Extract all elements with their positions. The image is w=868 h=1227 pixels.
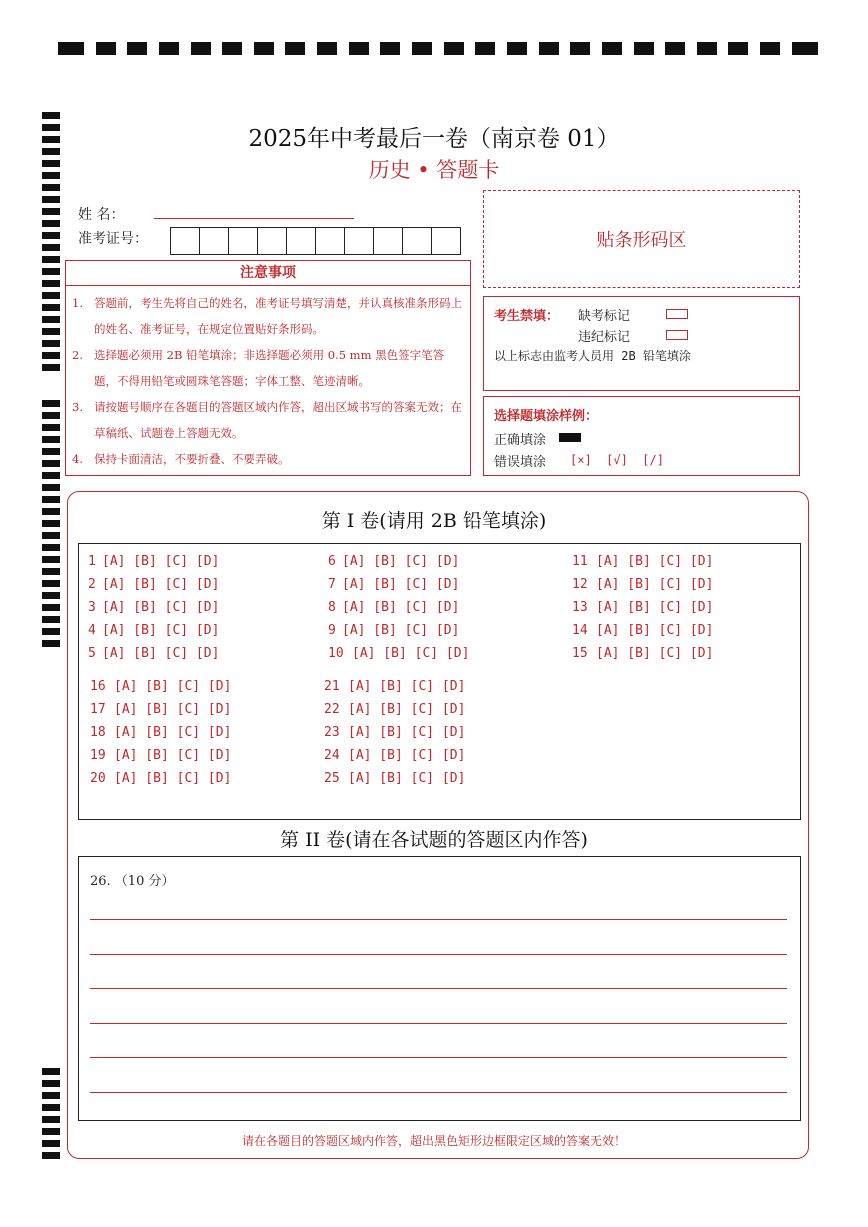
- exam-id-boxes[interactable]: [170, 227, 460, 255]
- notice-list: [66, 286, 470, 472]
- mc-question-number: 24: [324, 748, 340, 763]
- notice-item: [72, 394, 462, 446]
- notice-item: [72, 342, 462, 394]
- mc-question-number: 18: [90, 725, 106, 740]
- mc-question-number: 3: [88, 600, 96, 615]
- timing-mark: [42, 1080, 60, 1087]
- mc-question-number: 19: [90, 748, 106, 763]
- timing-mark: [42, 568, 60, 575]
- mc-question[interactable]: [324, 679, 465, 694]
- answer-line[interactable]: [90, 1057, 787, 1058]
- mc-options[interactable]: [A] [B] [C] [D]: [102, 623, 220, 638]
- name-label: 姓 名：: [78, 207, 125, 223]
- timing-mark: [42, 292, 60, 299]
- timing-mark: [42, 304, 60, 311]
- mc-options[interactable]: [A] [B] [C] [D]: [596, 623, 714, 638]
- timing-mark: [42, 1152, 60, 1159]
- name-field[interactable]: [154, 218, 354, 219]
- id-digit-box[interactable]: [257, 227, 287, 255]
- id-digit-box[interactable]: [228, 227, 258, 255]
- timing-mark: [42, 1092, 60, 1099]
- timing-mark: [42, 340, 60, 347]
- timing-mark: [42, 328, 60, 335]
- notice-item: [72, 446, 462, 472]
- mc-question-number: 10: [328, 646, 344, 661]
- mc-question[interactable]: [88, 646, 219, 661]
- mc-question-number: 9: [328, 623, 336, 638]
- mc-options[interactable]: [A] [B] [C] [D]: [102, 554, 220, 569]
- mc-options[interactable]: [A] [B] [C] [D]: [342, 554, 460, 569]
- mc-question-number: 23: [324, 725, 340, 740]
- timing-mark: [42, 196, 60, 203]
- mc-question[interactable]: [572, 623, 713, 638]
- id-digit-box[interactable]: [373, 227, 403, 255]
- notice-item-text: 选择题必须用 2B 铅笔填涂；非选择题必须用 0.5 mm 黑色签字笔答题，不得用铅笔或圆珠笔答题；字体工整、笔迹清晰。: [94, 348, 445, 388]
- notice-title: 注意事项: [66, 261, 470, 286]
- mc-question-number: 6: [328, 554, 336, 569]
- timing-mark: [42, 1068, 60, 1075]
- mc-question[interactable]: [324, 702, 465, 717]
- answer-line[interactable]: [90, 1023, 787, 1024]
- timing-mark: [42, 448, 60, 455]
- mc-question-number: 21: [324, 679, 340, 694]
- wrong-fill-marks: [×] [√] [/]: [570, 453, 664, 467]
- mc-question-number: 7: [328, 577, 336, 592]
- mc-question[interactable]: [328, 623, 459, 638]
- proctor-note: 以上标志由监考人员用 2B 铅笔填涂: [494, 349, 691, 363]
- mc-question[interactable]: [324, 748, 465, 763]
- mc-question[interactable]: [324, 771, 465, 786]
- fill-sample-box: [483, 396, 800, 476]
- timing-mark: [42, 556, 60, 563]
- timing-mark: [42, 472, 60, 479]
- timing-mark: [42, 1116, 60, 1123]
- mc-options[interactable]: [A] [B] [C] [D]: [596, 577, 714, 592]
- mc-question-number: 4: [88, 623, 96, 638]
- mc-question[interactable]: [88, 577, 219, 592]
- mc-options[interactable]: [A] [B] [C] [D]: [114, 702, 232, 717]
- mc-options[interactable]: [A] [B] [C] [D]: [348, 771, 466, 786]
- question-26-label: 26. （10 分）: [90, 874, 175, 889]
- mc-options[interactable]: [A] [B] [C] [D]: [342, 623, 460, 638]
- timing-mark: [42, 184, 60, 191]
- timing-mark: [42, 640, 60, 647]
- mc-options[interactable]: [A] [B] [C] [D]: [114, 725, 232, 740]
- timing-mark: [42, 532, 60, 539]
- mc-question-number: 16: [90, 679, 106, 694]
- page-subtitle: 历史 • 答题卡: [368, 158, 500, 182]
- mc-options[interactable]: [A] [B] [C] [D]: [596, 646, 714, 661]
- left-timing-marks-bottom: [42, 1068, 60, 1164]
- timing-mark: [42, 316, 60, 323]
- mc-question-number: 22: [324, 702, 340, 717]
- barcode-label: 贴条形码区: [596, 230, 687, 251]
- sample-title: 选择题填涂样例：: [494, 409, 599, 424]
- mc-question[interactable]: [90, 702, 231, 717]
- timing-mark: [42, 112, 60, 119]
- timing-mark: [42, 208, 60, 215]
- mc-question[interactable]: [88, 554, 219, 569]
- violation-mark-box[interactable]: [666, 330, 688, 340]
- mc-question-number: 2: [88, 577, 96, 592]
- timing-mark: [42, 256, 60, 263]
- id-digit-box[interactable]: [315, 227, 345, 255]
- notice-item-number: 4.: [72, 452, 83, 466]
- absent-mark-box[interactable]: [666, 309, 688, 319]
- mc-question[interactable]: [572, 554, 713, 569]
- mc-options[interactable]: [A] [B] [C] [D]: [114, 771, 232, 786]
- notice-item-number: 2.: [72, 348, 83, 362]
- id-digit-box[interactable]: [344, 227, 374, 255]
- mc-question[interactable]: [328, 577, 459, 592]
- mc-question-number: 12: [572, 577, 588, 592]
- mc-question[interactable]: [90, 748, 231, 763]
- mc-question-number: 20: [90, 771, 106, 786]
- mc-question[interactable]: [572, 646, 713, 661]
- mc-options[interactable]: [A] [B] [C] [D]: [102, 646, 220, 661]
- id-digit-box[interactable]: [402, 227, 432, 255]
- correct-fill-label: 正确填涂: [494, 433, 547, 448]
- section1-title: 第 I 卷(请用 2B 铅笔填涂): [321, 510, 547, 532]
- timing-mark: [42, 280, 60, 287]
- timing-mark: [42, 352, 60, 359]
- id-digit-box[interactable]: [199, 227, 229, 255]
- timing-mark: [42, 580, 60, 587]
- mc-options[interactable]: [A] [B] [C] [D]: [348, 748, 466, 763]
- mc-question[interactable]: [328, 600, 459, 615]
- mc-question-number: 11: [572, 554, 588, 569]
- mc-question-number: 8: [328, 600, 336, 615]
- notice-item-text: 答题前，考生先将自己的姓名，准考证号填写清楚，并认真核准条形码上的姓名、准考证号，在规定位置贴好条形码。: [94, 296, 462, 336]
- notice-item-number: 3.: [72, 400, 83, 414]
- mc-question[interactable]: [572, 577, 713, 592]
- mc-question[interactable]: [572, 600, 713, 615]
- timing-mark: [42, 436, 60, 443]
- timing-mark: [42, 460, 60, 467]
- answer-line[interactable]: [90, 988, 787, 989]
- mc-options[interactable]: [A] [B] [C] [D]: [596, 554, 714, 569]
- timing-mark: [42, 244, 60, 251]
- mc-question[interactable]: [328, 646, 469, 661]
- notice-item-number: 1.: [72, 296, 83, 310]
- mc-question-number: 17: [90, 702, 106, 717]
- proctor-label: 考生禁填：: [494, 309, 560, 324]
- mc-options[interactable]: [A] [B] [C] [D]: [348, 679, 466, 694]
- timing-mark: [42, 232, 60, 239]
- mc-options[interactable]: [A] [B] [C] [D]: [102, 577, 220, 592]
- timing-mark: [42, 424, 60, 431]
- mc-options[interactable]: [A] [B] [C] [D]: [348, 702, 466, 717]
- answer-line[interactable]: [90, 919, 787, 920]
- timing-mark: [42, 544, 60, 551]
- answer-line[interactable]: [90, 1092, 787, 1093]
- mc-options[interactable]: [A] [B] [C] [D]: [352, 646, 470, 661]
- mc-options[interactable]: [A] [B] [C] [D]: [114, 748, 232, 763]
- notice-box: [65, 260, 471, 476]
- mc-question[interactable]: [90, 679, 231, 694]
- mc-question-number: 25: [324, 771, 340, 786]
- proctor-marks-box: [483, 296, 800, 391]
- wrong-fill-label: 错误填涂: [494, 455, 547, 470]
- mc-options[interactable]: [A] [B] [C] [D]: [348, 725, 466, 740]
- timing-mark: [42, 484, 60, 491]
- mc-question-number: 15: [572, 646, 588, 661]
- notice-item: [72, 290, 462, 342]
- mc-question-number: 14: [572, 623, 588, 638]
- absent-mark-label: 缺考标记: [578, 309, 631, 324]
- timing-mark: [42, 1104, 60, 1111]
- timing-mark: [42, 412, 60, 419]
- mc-options[interactable]: [A] [B] [C] [D]: [114, 679, 232, 694]
- mc-question[interactable]: [328, 554, 459, 569]
- notice-item-text: 保持卡面清洁，不要折叠、不要弄破。: [94, 452, 290, 466]
- timing-mark: [42, 268, 60, 275]
- id-digit-box[interactable]: [431, 227, 461, 255]
- mc-options[interactable]: [A] [B] [C] [D]: [102, 600, 220, 615]
- exam-id-label: 准考证号：: [78, 231, 148, 247]
- timing-mark: [42, 604, 60, 611]
- id-digit-box[interactable]: [286, 227, 316, 255]
- filled-mark-sample: [559, 433, 581, 442]
- mc-question[interactable]: [90, 725, 231, 740]
- top-timing-marks: [58, 42, 818, 56]
- page-title: 2025年中考最后一卷（南京卷 01）: [248, 126, 620, 152]
- violation-mark-label: 违纪标记: [578, 330, 631, 345]
- answer-line[interactable]: [90, 954, 787, 955]
- id-digit-box[interactable]: [170, 227, 200, 255]
- notice-item-text: 请按题号顺序在各题目的答题区域内作答，超出区域书写的答案无效；在草稿纸、试题卷上答题无效。: [94, 400, 462, 440]
- mc-question[interactable]: [88, 600, 219, 615]
- timing-mark: [42, 628, 60, 635]
- timing-mark: [42, 400, 60, 407]
- mc-options[interactable]: [A] [B] [C] [D]: [342, 577, 460, 592]
- mc-options[interactable]: [A] [B] [C] [D]: [596, 600, 714, 615]
- mc-question[interactable]: [90, 771, 231, 786]
- timing-mark: [42, 592, 60, 599]
- timing-mark: [42, 616, 60, 623]
- timing-mark: [42, 496, 60, 503]
- footer-warning: 请在各题目的答题区域内作答，超出黑色矩形边框限定区域的答案无效！: [241, 1134, 626, 1148]
- mc-question[interactable]: [324, 725, 465, 740]
- timing-mark: [42, 220, 60, 227]
- timing-mark: [42, 364, 60, 371]
- mc-question-number: 5: [88, 646, 96, 661]
- mc-question-number: 13: [572, 600, 588, 615]
- mc-question-number: 1: [88, 554, 96, 569]
- barcode-area: [483, 190, 800, 288]
- mc-options[interactable]: [A] [B] [C] [D]: [342, 600, 460, 615]
- section2-title: 第 II 卷(请在各试题的答题区内作答): [280, 829, 588, 851]
- mc-question[interactable]: [88, 623, 219, 638]
